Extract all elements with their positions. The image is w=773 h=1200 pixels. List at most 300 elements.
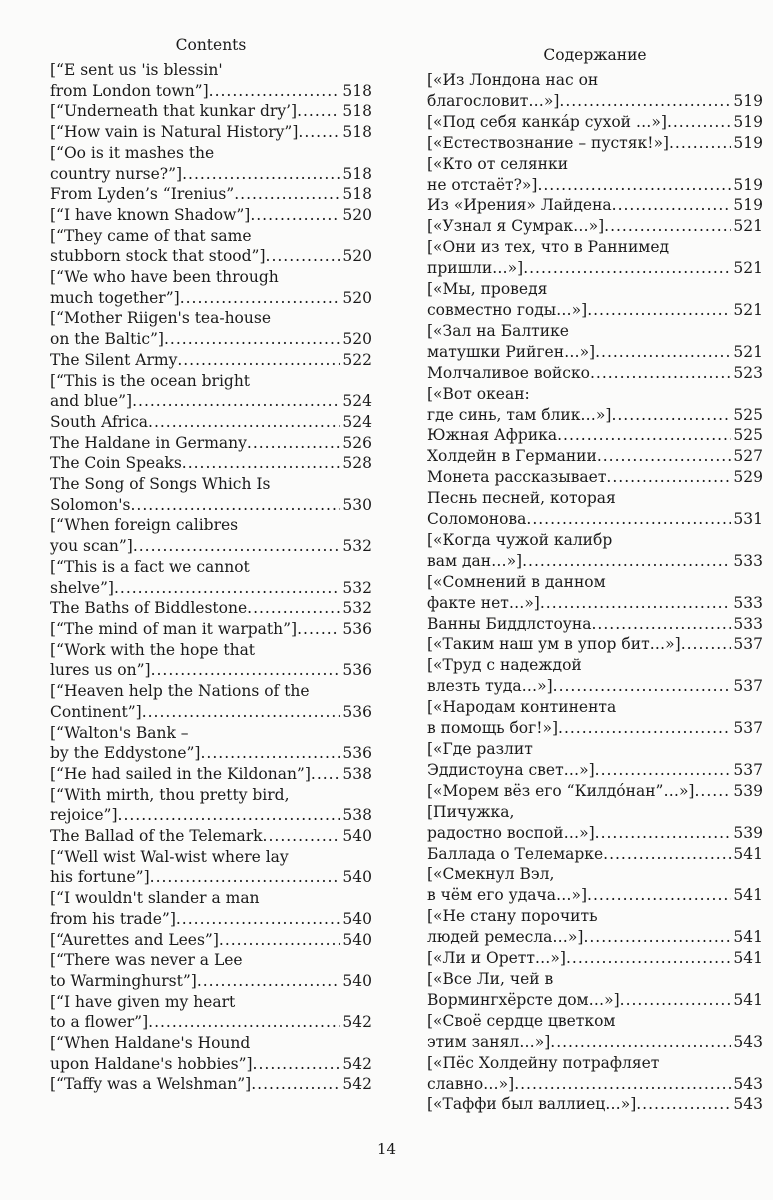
toc-page-number: 533: [733, 593, 763, 612]
toc-entry-title: [«Ли и Оретт…»]: [427, 949, 566, 968]
toc-entry: [50, 226, 372, 267]
toc-entry-last-line: [50, 453, 372, 474]
dot-leader: [180, 288, 341, 309]
toc-entry-last-line: [50, 184, 372, 205]
toc-entry-title: to a flower”]: [50, 1013, 149, 1032]
dot-leader: [118, 805, 341, 826]
toc-entry-title-line: [“With mirth, thou pretty bird,: [50, 785, 290, 804]
toc-entry-last-line: [427, 509, 763, 530]
toc-entry: [427, 467, 763, 488]
toc-entry-title: on the Baltic”]: [50, 330, 164, 349]
toc-entry-title: не отстаёт?»]: [427, 175, 538, 194]
toc-entry: [50, 267, 372, 308]
toc-entry: [50, 847, 372, 888]
toc-page-number: 518: [342, 123, 372, 142]
toc-entry-last-line: [427, 363, 763, 384]
toc-entry-title: Continent”]: [50, 702, 142, 721]
dot-leader: [526, 509, 731, 530]
toc-page-number: 537: [733, 677, 763, 696]
toc-entry-last-line: [50, 164, 372, 185]
toc-entry-title-line: [“When Haldane's Hound: [50, 1034, 251, 1053]
toc-entry-title: Соломонова: [427, 510, 527, 529]
toc-entry: [427, 739, 763, 781]
toc-page-number: 533: [733, 551, 763, 570]
toc-entry-title-line: [“I have given my heart: [50, 992, 236, 1011]
toc-entry: [427, 864, 763, 906]
toc-entry-title-line: [«Своё сердце цветком: [427, 1011, 616, 1030]
toc-entry: [427, 279, 763, 321]
toc-page-number: 541: [733, 949, 763, 968]
toc-entry-last-line: [427, 1094, 763, 1115]
dot-leader: [604, 216, 731, 237]
toc-page-number: 518: [342, 102, 372, 121]
dot-leader: [522, 551, 731, 572]
toc-entry: [427, 781, 763, 802]
toc-entry-title-line: [«Где разлит: [427, 740, 533, 758]
toc-entry: [50, 930, 372, 951]
toc-entry: [427, 1053, 763, 1095]
toc-page-number: 523: [733, 363, 763, 382]
toc-entry-title: факте нет…»]: [427, 593, 540, 612]
dot-leader: [606, 467, 731, 488]
toc-entry: [50, 143, 372, 184]
toc-entry-last-line: [427, 885, 763, 906]
toc-entry-title: The Coin Speaks: [50, 454, 182, 473]
toc-entry: [427, 70, 763, 112]
toc-page-number: 533: [733, 614, 763, 633]
toc-entry-last-line: [50, 433, 372, 454]
toc-page-number: 543: [733, 1095, 763, 1114]
dot-leader: [250, 205, 340, 226]
toc-entry-title-line: [«Народам континента: [427, 698, 617, 717]
toc-page-number: 540: [342, 868, 372, 887]
toc-entry-title: The Silent Army: [50, 350, 178, 369]
toc-entry-title: [“The mind of man it warpath”]: [50, 619, 298, 638]
toc-entry-title-line: [«Кто от селянки: [427, 154, 569, 173]
contents-column-english: [50, 34, 372, 1095]
dot-leader: [681, 634, 732, 655]
toc-entry-last-line: [50, 702, 372, 723]
toc-entry-title: Solomon's: [50, 495, 131, 514]
toc-entry-title: [«Морем вёз его “Килдо́нан”…»]: [427, 781, 695, 800]
toc-entry-title-line: [“Walton's Bank –: [50, 723, 189, 742]
dot-leader: [558, 718, 731, 739]
dot-leader: [587, 300, 731, 321]
toc-entry-title: [“Aurettes and Lees”]: [50, 930, 219, 949]
dot-leader: [164, 329, 340, 350]
dot-leader: [251, 1074, 340, 1095]
toc-entry-title: The Baths of Biddlestone: [50, 599, 248, 618]
toc-entry-title: [«Под себя канка́р сухой …»]: [427, 112, 667, 131]
toc-page-number: 541: [733, 886, 763, 905]
toc-entry: [50, 1074, 372, 1095]
toc-entry: [427, 363, 763, 384]
toc-entry-title: в чём его удача…»]: [427, 886, 588, 905]
toc-page-number: 525: [733, 426, 763, 445]
toc-entry: [427, 133, 763, 154]
toc-entry-title-line: [«Мы, проведя: [427, 280, 548, 299]
dot-leader: [177, 350, 340, 371]
toc-entry: [50, 371, 372, 412]
toc-entry: [50, 557, 372, 598]
dot-leader: [587, 885, 731, 906]
dot-leader: [590, 363, 731, 384]
toc-entry-title: вам дан…»]: [427, 551, 523, 570]
dot-leader: [669, 133, 731, 154]
toc-entry: [427, 195, 763, 216]
toc-entry-title-line: [“I wouldn't slander a man: [50, 889, 260, 908]
toc-page-number: 518: [342, 81, 372, 100]
toc-entry-title-line: [«Когда чужой калибр: [427, 530, 613, 549]
toc-page-number: 524: [342, 412, 372, 431]
toc-entry-title-line: [«Не стану порочить: [427, 907, 598, 926]
toc-entry-title: матушки Рийген…»]: [427, 342, 596, 361]
toc-entry: [427, 969, 763, 1011]
toc-entry-last-line: [50, 598, 372, 619]
toc-entry-last-line: [50, 619, 372, 640]
dot-leader: [148, 412, 340, 433]
toc-entry: [427, 697, 763, 739]
toc-entry-title-line: [“Well wist Wal-wist where lay: [50, 847, 289, 866]
toc-entry: [427, 844, 763, 865]
toc-entry-title-line: [«Труд с надеждой: [427, 656, 582, 675]
toc-entry: [50, 350, 372, 371]
dot-leader: [553, 676, 732, 697]
dot-leader: [297, 619, 340, 640]
toc-entry-last-line: [50, 660, 372, 681]
toc-page-number: 536: [342, 619, 372, 638]
toc-entry-last-line: [427, 467, 763, 488]
toc-entry-title-line: [“This is the ocean bright: [50, 371, 251, 390]
toc-entry-last-line: [50, 101, 372, 122]
toc-entry: [427, 237, 763, 279]
toc-page-number: 521: [733, 342, 763, 361]
toc-entry-title: [“He had sailed in the Kildonan”]: [50, 764, 311, 783]
toc-entry: [50, 826, 372, 847]
toc-page-number: 530: [342, 495, 372, 514]
dot-leader: [151, 660, 341, 681]
toc-entry: [50, 453, 372, 474]
toc-entry-last-line: [427, 844, 763, 865]
toc-entry-title-line: [«Смекнул Вэл,: [427, 865, 555, 884]
toc-page-number: 537: [733, 719, 763, 738]
toc-entry-last-line: [427, 823, 763, 844]
dot-leader: [592, 614, 732, 635]
toc-entry: [50, 764, 372, 785]
toc-entry: [427, 1094, 763, 1115]
toc-entry-title-line: [“When foreign calibres: [50, 516, 239, 535]
dot-leader: [197, 971, 341, 992]
toc-entry: [427, 216, 763, 237]
toc-entry-title: The Ballad of the Telemark: [50, 827, 263, 846]
toc-page-number: 531: [733, 510, 763, 529]
toc-entry-title-line: [“We who have been through: [50, 268, 279, 287]
toc-entry-title-line: [“There was never a Lee: [50, 951, 243, 970]
toc-entry-title: you scan”]: [50, 537, 133, 556]
toc-page-number: 528: [342, 454, 372, 473]
toc-entry-title: [«Таким наш ум в упор бит…»]: [427, 635, 681, 654]
dot-leader: [114, 578, 340, 599]
toc-entry: [427, 112, 763, 133]
toc-entry-title: by the Eddystone”]: [50, 744, 201, 763]
toc-entry-title: his fortune”]: [50, 868, 150, 887]
toc-entry-last-line: [427, 425, 763, 446]
contents-heading: Contents: [175, 36, 247, 54]
toc-page-number: 519: [733, 91, 763, 110]
toc-entry: [50, 992, 372, 1033]
toc-page-number: 542: [342, 1075, 372, 1094]
toc-entry: [50, 640, 372, 681]
dot-leader: [298, 122, 340, 143]
toc-page-number: 540: [342, 827, 372, 846]
toc-page-number: 529: [733, 468, 763, 487]
toc-page-number: 543: [733, 1032, 763, 1051]
toc-page-number: 538: [342, 806, 372, 825]
toc-entry-title-line: [«Зал на Балтике: [427, 321, 569, 340]
toc-entry: [50, 60, 372, 101]
toc-entry-title: людей ремесла…»]: [427, 928, 584, 947]
dot-leader: [234, 184, 340, 205]
dot-leader: [595, 342, 731, 363]
toc-entry-title: [«Узнал я Сумрак…»]: [427, 217, 605, 236]
toc-page-number: 519: [733, 112, 763, 131]
toc-entry: [427, 154, 763, 196]
toc-entry-last-line: [427, 133, 763, 154]
contents-column-russian: [427, 42, 763, 1115]
toc-entry-last-line: [427, 948, 763, 969]
toc-entry: [427, 655, 763, 697]
dot-leader: [514, 1074, 731, 1095]
toc-entry-last-line: [427, 195, 763, 216]
toc-entry-title: этим занял…»]: [427, 1032, 551, 1051]
toc-entry-title: Из «Ирения» Лайдена: [427, 196, 612, 215]
toc-entry-title-line: [«Сомнений в данном: [427, 572, 606, 591]
toc-entry-last-line: [50, 1054, 372, 1075]
dot-leader: [523, 258, 731, 279]
toc-entry-title: пришли…»]: [427, 259, 524, 278]
toc-entry: [427, 446, 763, 467]
toc-page-number: 536: [342, 661, 372, 680]
toc-page-number: 532: [342, 599, 372, 618]
dot-leader: [253, 1054, 341, 1075]
toc-entry-last-line: [50, 288, 372, 309]
toc-entry: [427, 321, 763, 363]
toc-entry-title: stubborn stock that stood”]: [50, 247, 266, 266]
toc-entry-title-line: Песнь песней, которая: [427, 489, 616, 508]
toc-entry-last-line: [427, 175, 763, 196]
toc-entry-title-line: [“Mother Riigen's tea-house: [50, 309, 272, 328]
toc-entry-title: радостно воспой…»]: [427, 823, 595, 842]
toc-entry-last-line: [50, 805, 372, 826]
toc-entry: [50, 619, 372, 640]
toc-page-number: 518: [342, 185, 372, 204]
contents-list-english: [50, 60, 372, 1095]
toc-entry: [50, 785, 372, 826]
toc-entry-title: в помощь бог!»]: [427, 719, 559, 738]
toc-entry: [427, 488, 763, 530]
toc-entry-title: Баллада о Телемарке: [427, 844, 604, 863]
dot-leader: [132, 391, 340, 412]
toc-entry-last-line: [427, 405, 763, 426]
toc-entry: [50, 184, 372, 205]
toc-page-number: 524: [342, 392, 372, 411]
toc-entry-title: Молчаливое войско: [427, 363, 590, 382]
toc-entry: [427, 1011, 763, 1053]
toc-entry-last-line: [50, 81, 372, 102]
toc-entry-last-line: [50, 495, 372, 516]
toc-page-number: 539: [733, 823, 763, 842]
dot-leader: [266, 246, 341, 267]
dot-leader: [182, 164, 340, 185]
toc-page-number: 540: [342, 971, 372, 990]
toc-entry-title: Эддистоуна свет…»]: [427, 760, 595, 779]
toc-entry-title-line: [“Heaven help the Nations of the: [50, 682, 310, 701]
dot-leader: [595, 760, 732, 781]
toc-entry-title: much together”]: [50, 288, 180, 307]
dot-leader: [550, 1032, 731, 1053]
toc-page-number: 518: [342, 164, 372, 183]
dot-leader: [133, 536, 341, 557]
toc-page-number: 521: [733, 259, 763, 278]
dot-leader: [583, 927, 731, 948]
toc-entry: [50, 723, 372, 764]
toc-entry-last-line: [427, 300, 763, 321]
dot-leader: [559, 91, 731, 112]
toc-entry-last-line: [427, 634, 763, 655]
toc-page-number: 538: [342, 764, 372, 783]
toc-entry-title: [“Taffy was a Welshman”]: [50, 1075, 252, 1094]
dot-leader: [209, 81, 341, 102]
toc-entry-title: благословит…»]: [427, 91, 560, 110]
toc-entry-last-line: [427, 112, 763, 133]
toc-page-number: 521: [733, 217, 763, 236]
toc-page-number: 522: [342, 350, 372, 369]
toc-page-number: 520: [342, 247, 372, 266]
toc-entry-title: From Lyden’s “Irenius”: [50, 185, 235, 204]
contents-heading-russian: Содержание: [543, 46, 647, 64]
toc-page-number: 537: [733, 760, 763, 779]
toc-entry-last-line: [50, 1012, 372, 1033]
toc-entry-last-line: [427, 551, 763, 572]
dot-leader: [297, 101, 340, 122]
toc-entry-last-line: [427, 342, 763, 363]
toc-entry-title: The Haldane in Germany: [50, 433, 247, 452]
toc-entry-title: Южная Африка: [427, 426, 558, 445]
toc-entry-title: South Africa: [50, 412, 149, 431]
toc-entry-title: [“I have known Shadow”]: [50, 205, 251, 224]
toc-page-number: 541: [733, 928, 763, 947]
toc-entry-last-line: [427, 1032, 763, 1053]
toc-entry-title: and blue”]: [50, 392, 133, 411]
dot-leader: [311, 764, 341, 785]
toc-page-number: 541: [733, 844, 763, 863]
toc-entry-last-line: [50, 971, 372, 992]
dot-leader: [247, 433, 341, 454]
toc-entry-last-line: [50, 205, 372, 226]
toc-entry-title: from London town”]: [50, 81, 209, 100]
dot-leader: [200, 743, 340, 764]
toc-entry-title-line: The Song of Songs Which Is: [50, 475, 271, 494]
toc-entry: [50, 433, 372, 454]
toc-page-number: 532: [342, 578, 372, 597]
toc-entry-last-line: [427, 593, 763, 614]
toc-page-number: 520: [342, 330, 372, 349]
toc-entry-last-line: [427, 927, 763, 948]
toc-entry-last-line: [50, 826, 372, 847]
dot-leader: [612, 195, 732, 216]
toc-entry-last-line: [50, 1074, 372, 1095]
toc-entry-last-line: [50, 536, 372, 557]
dot-leader: [150, 867, 341, 888]
toc-entry-last-line: [50, 329, 372, 350]
toc-entry-title: Ванны Биддлстоуна: [427, 614, 592, 633]
toc-entry: [427, 948, 763, 969]
toc-entry-title: совместно годы…»]: [427, 300, 588, 319]
page-number: 14: [376, 1140, 397, 1158]
toc-entry-title-line: [“They came of that same: [50, 226, 252, 245]
toc-page-number: 527: [733, 447, 763, 466]
dot-leader: [219, 930, 341, 951]
dot-leader: [597, 446, 732, 467]
toc-entry: [427, 572, 763, 614]
toc-entry: [427, 530, 763, 572]
toc-entry-title: Монета рассказывает: [427, 468, 607, 487]
toc-entry-last-line: [50, 122, 372, 143]
toc-page-number: 521: [733, 300, 763, 319]
dot-leader: [603, 844, 731, 865]
toc-entry-last-line: [427, 216, 763, 237]
toc-page-number: 536: [342, 702, 372, 721]
dot-leader: [611, 405, 731, 426]
toc-entry-title-line: [«Пёс Холдейну потрафляет: [427, 1053, 660, 1072]
toc-page-number: 541: [733, 990, 763, 1009]
dot-leader: [557, 425, 731, 446]
toc-page-number: 537: [733, 635, 763, 654]
dot-leader: [566, 948, 731, 969]
toc-entry: [427, 614, 763, 635]
toc-entry-title-line: [“This is a fact we cannot: [50, 557, 250, 576]
toc-page-number: 542: [342, 1013, 372, 1032]
dot-leader: [595, 823, 732, 844]
toc-entry-last-line: [427, 718, 763, 739]
dot-leader: [620, 990, 732, 1011]
toc-page-number: 519: [733, 175, 763, 194]
toc-entry: [427, 906, 763, 948]
toc-entry-title-line: [«Все Ли, чей в: [427, 969, 554, 988]
toc-entry: [50, 474, 372, 515]
toc-page-number: 520: [342, 288, 372, 307]
toc-entry-last-line: [50, 930, 372, 951]
toc-entry: [50, 412, 372, 433]
toc-entry-title: lures us on”]: [50, 661, 151, 680]
toc-page-number: 543: [733, 1074, 763, 1093]
toc-page-number: 536: [342, 744, 372, 763]
toc-entry: [50, 205, 372, 226]
toc-entry: [50, 122, 372, 143]
toc-page-number: 526: [342, 433, 372, 452]
toc-entry: [50, 515, 372, 556]
toc-entry: [50, 681, 372, 722]
toc-entry-last-line: [50, 867, 372, 888]
toc-entry-last-line: [50, 350, 372, 371]
toc-entry-title-line: [Пичужка,: [427, 802, 515, 821]
toc-entry: [50, 950, 372, 991]
toc-entry-last-line: [427, 760, 763, 781]
toc-entry-last-line: [427, 781, 763, 802]
toc-entry-title: to Warminghurst”]: [50, 971, 197, 990]
toc-entry-title: country nurse?”]: [50, 164, 183, 183]
toc-entry: [50, 101, 372, 122]
